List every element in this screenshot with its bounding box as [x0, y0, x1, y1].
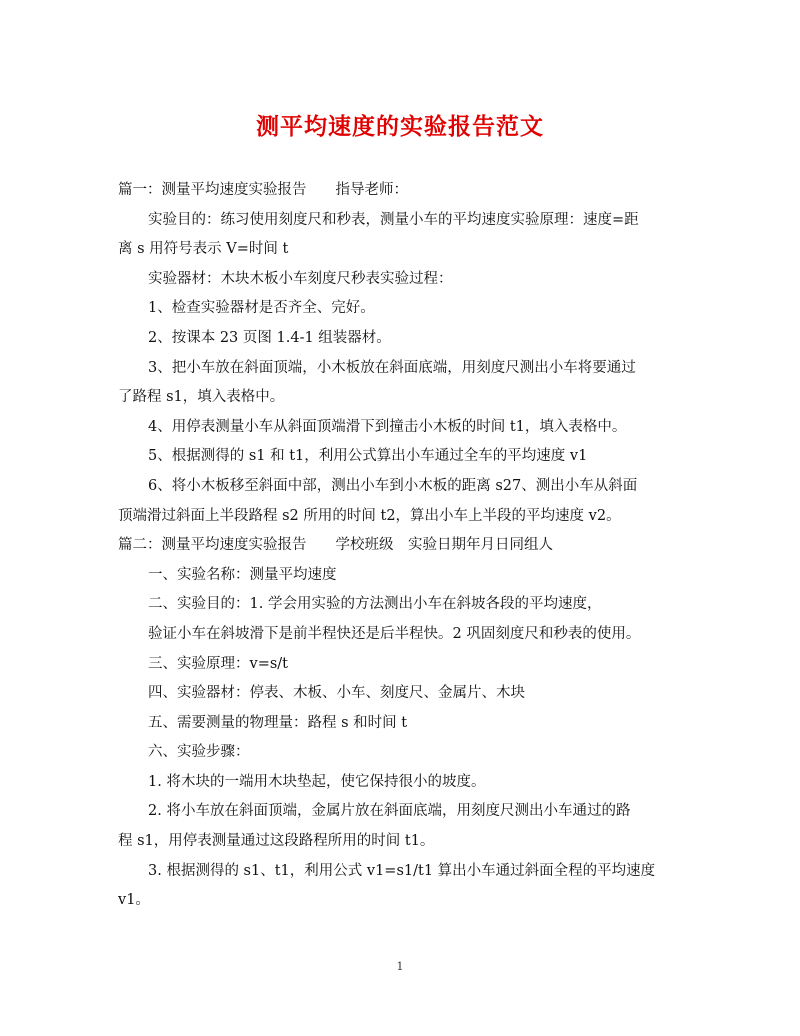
- paragraph-line: 一、实验名称：测量平均速度: [148, 566, 337, 583]
- paragraph-line: 二、实验目的：1. 学会用实验的方法测出小车在斜坡各段的平均速度，: [148, 596, 602, 613]
- paragraph-line: 5、根据测得的 s1 和 t1，利用公式算出小车通过全车的平均速度 v1: [148, 448, 588, 465]
- document-title: 测平均速度的实验报告范文: [256, 113, 544, 140]
- paragraph-line: 离 s 用符号表示 V=时间 t: [118, 241, 289, 258]
- paragraph-line: 1. 将木块的一端用木块垫起，使它保持很小的坡度。: [148, 773, 486, 790]
- page-number: 1: [396, 960, 404, 973]
- paragraph-line: 四、实验器材：停表、木板、小车、刻度尺、金属片、木块: [148, 685, 525, 702]
- paragraph-line: v1。: [118, 892, 150, 909]
- paragraph-line: 六、实验步骤：: [148, 744, 250, 761]
- paragraph-line: 4、用停表测量小车从斜面顶端滑下到撞击小木板的时间 t1，填入表格中。: [148, 418, 627, 435]
- paragraph-line: 实验器材：木块木板小车刻度尺秒表实验过程：: [148, 270, 453, 287]
- paragraph-line: 2、按课本 23 页图 1.4-1 组装器材。: [148, 329, 391, 346]
- paragraph-line: 了路程 s1，填入表格中。: [118, 389, 285, 406]
- paragraph-line: 顶端滑过斜面上半段路程 s2 所用的时间 t2，算出小车上半段的平均速度 v2。: [118, 507, 621, 524]
- paragraph-line: 实验目的：练习使用刻度尺和秒表，测量小车的平均速度实验原理：速度=距: [148, 211, 639, 228]
- paragraph-line: 程 s1，用停表测量通过这段路程所用的时间 t1。: [118, 833, 435, 850]
- paragraph-line: 1、检查实验器材是否齐全、完好。: [148, 300, 375, 317]
- paragraph-line: 五、需要测量的物理量：路程 s 和时间 t: [148, 714, 408, 731]
- paragraph-line: 三、实验原理：v=s/t: [148, 655, 288, 672]
- document-body: [118, 176, 678, 916]
- paragraph-line: 验证小车在斜坡滑下是前半程快还是后半程快。2 巩固刻度尺和秒表的使用。: [148, 625, 641, 642]
- paragraph-line: 2. 将小车放在斜面顶端，金属片放在斜面底端，用刻度尺测出小车通过的路: [148, 803, 631, 820]
- section-heading: 篇二：测量平均速度实验报告 学校班级 实验日期年月日同组人: [118, 537, 553, 554]
- paragraph-line: 3. 根据测得的 s1、t1，利用公式 v1=s1/t1 算出小车通过斜面全程的平均速度: [148, 862, 656, 879]
- paragraph-line: 3、把小车放在斜面顶端，小木板放在斜面底端，用刻度尺测出小车将要通过: [148, 359, 636, 376]
- section-heading: 篇一：测量平均速度实验报告 指导老师：: [118, 182, 408, 198]
- paragraph-line: 6、将小木板移至斜面中部，测出小车到小木板的距离 s27、测出小车从斜面: [148, 477, 638, 494]
